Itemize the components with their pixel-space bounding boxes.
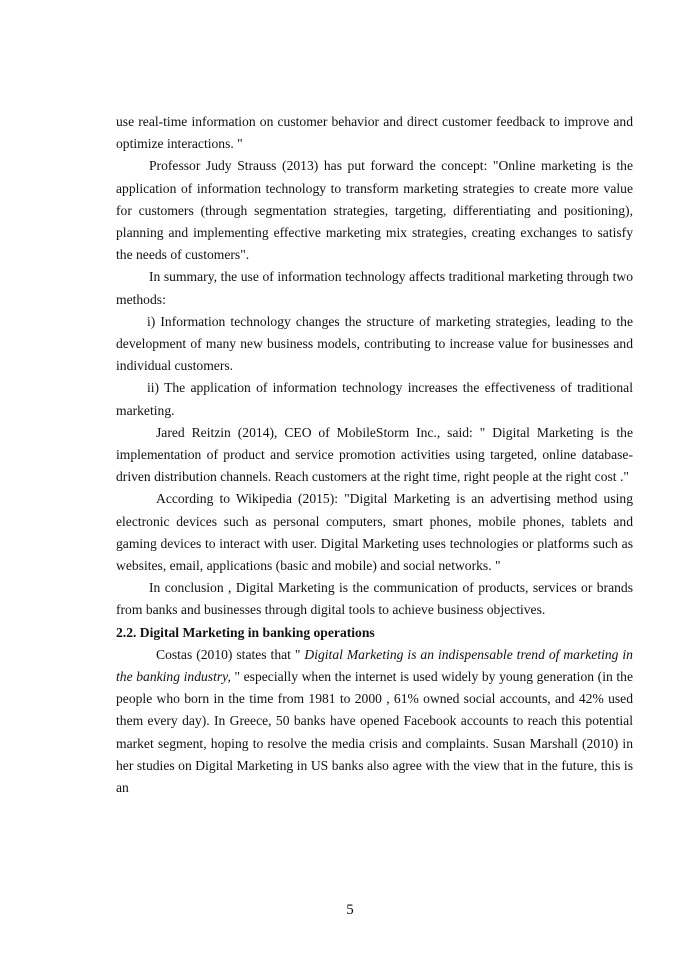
list-item-i: i) Information technology changes the structure of marketing strategies, leading to the development of many new business models, contributing to increase value for businesses and individual customers. [116,313,633,374]
costas-rest: " especially when the internet is used widely by young generation (in the people who born in the time from 1981 to 2000 , 61% owned social accounts, and 42% used them every day). In Greece, 50 banks have opened Facebook accounts to reach this potential market segment, hoping to resolve the media crisis and complaints. Susan Marshall (2010) in her studies on Digital Marketing in US banks also agree with the view that in the future, this is an [116,669,633,796]
paragraph-wikipedia: According to Wikipedia (2015): "Digital Marketing is an advertising method using electronic devices such as personal computers, smart phones, mobile phones, tablets and gaming devices to interact with user. Digital Marketing uses technologies or platforms such as websites, email, applications (basic and mobile) and social networks. " [116,491,633,574]
paragraph-summary: In summary, the use of information technology affects traditional marketing through two methods: [116,269,633,307]
costas-lead: Costas (2010) states that " [156,646,305,662]
paragraph-reitzin: Jared Reitzin (2014), CEO of MobileStorm Inc., said: " Digital Marketing is the implementation of product and service promotion activities using targeted, online database-driven distribution channels. Reach customers at the right time, right people at the right cost ." [116,424,633,485]
document-body [116,111,633,799]
paragraph-conclusion: In conclusion , Digital Marketing is the communication of products, services or brands from banks and businesses through digital tools to achieve business objectives. [116,580,633,618]
paragraph-costas [116,644,633,799]
costas-quote: Digital Marketing is an indispensable trend of marketing in the banking industry, [116,646,633,685]
paragraph-continuation: use real-time information on customer behavior and direct customer feedback to improve and optimize interactions. " [116,114,633,152]
list-item-ii: ii) The application of information technology increases the effectiveness of traditional marketing. [116,380,633,418]
page-number: 5 [346,902,354,918]
section-heading: 2.2. Digital Marketing in banking operations [116,624,375,640]
paragraph-strauss: Professor Judy Strauss (2013) has put forward the concept: "Online marketing is the application of information technology to transform marketing strategies to create more value for customers (through segmentation strategies, targeting, differentiating and positioning), planning and implementing effective marketing mix strategies, creating exchanges to satisfy the needs of customers". [116,158,633,263]
